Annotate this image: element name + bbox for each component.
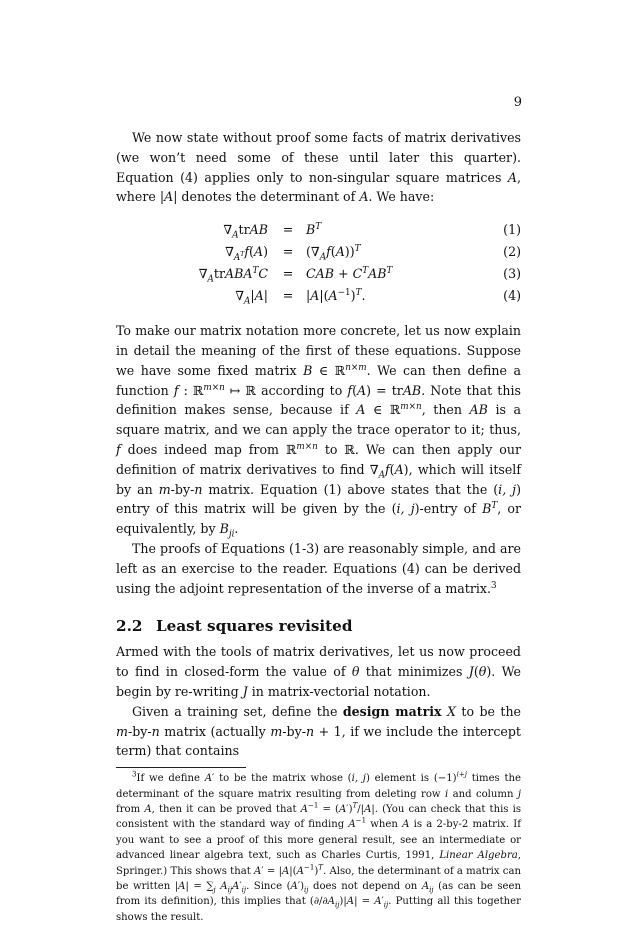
equation-relation: = — [282, 266, 294, 282]
equation-row — [116, 285, 521, 307]
equation-lhs: $\nabla_AtrAB$ — [223, 222, 268, 241]
equation-lhs: $\nabla_A|A|$ — [235, 288, 268, 307]
equation-number: (3) — [503, 266, 521, 282]
page-body — [116, 128, 521, 925]
section-heading — [116, 615, 521, 637]
equation-number: (1) — [503, 222, 521, 238]
paragraph-proofs: The proofs of Equations (1-3) are reasonably simple, and are left as an exercise to the reader. Equations (4) can be derived using the adjoint representation of the inverse of a matrix.$^3$ — [116, 540, 521, 596]
equation-row — [116, 263, 521, 285]
footnote-rule — [116, 767, 246, 768]
equation-rhs: $B^T$ — [306, 222, 322, 238]
equation-rhs: $|A|(A^{-1})^T$. — [306, 288, 366, 304]
footnote: $^3$If we define A′ to be the matrix whose (i, j) element is $(-1)^{i+j}$ times the determinant of the square matrix resulting from deleting row i and column j from A, then it can be proved that $A^{-1} = (A')^T/|A|$. (You can check that this is consistent with the standard way of finding $A^{-1}$ when A is a 2-by-2 matrix. If you want to see a proof of this more general result, see an intermediate or advanced linear algebra text, such as Charles Curtis, 1991, Linear Algebra, Springer.) This shows that $A' = |A|(A^{-1})^T$. Also, the determinant of a matrix can be written $|A| = \sum_j$ $A_{ij}A'_{ij}$. Since $(A')_{ij}$ does not depend on $A_{ij}$ (as can be seen from its definition), this implies that $(\partial/\partial A_{ij})|A| = A'_{ij}$. Putting all this together shows the result. — [116, 769, 522, 923]
paragraph-least-squares: Armed with the tools of matrix derivatives, let us now proceed to find in closed-form the value of θ that minimizes J(θ). We begin by re-writing J in matrix-vectorial notation. — [116, 644, 521, 699]
equation-block — [116, 219, 521, 307]
intro-paragraph: We now state without proof some facts of matrix derivatives (we won’t need some of these until later this quarter). Equation (4) applies only to non-singular square matrices A, where |A| denotes the determinant of A. We have: — [116, 130, 521, 205]
page-number: 9 — [513, 95, 522, 110]
section-title: Least squares revisited — [156, 617, 353, 636]
equation-relation: = — [282, 288, 294, 304]
equation-number: (4) — [503, 288, 521, 304]
equation-rhs: CAB + $C^TAB^T$ — [306, 266, 393, 282]
paragraph-matrix-notation: To make our matrix notation more concrete, let us now explain in detail the meaning of the first of these equations. Suppose we have some fixed matrix B ∈ ℝ$^{n\times m}$. We can then define a function f : ℝ$^{m\times n}$ ↦ ℝ according to f(A) = trAB. Note that this definition makes sense, because if A ∈ ℝ$^{m\times n}$, then AB is a square matrix, and we can apply the trace operator to it; thus, f does indeed map from ℝ$^{m\times n}$ to ℝ. We can then apply our definition of matrix derivatives to find $\nabla_Af(A)$, which will itself by an m-by-n matrix. Equation (1) above states that the (i, j) entry of this matrix will be given by the (i, j)-entry of $B^T$, or equivalently, by $B_{ji}$. — [116, 323, 521, 540]
section-number: 2.2 — [116, 617, 143, 636]
equation-row — [116, 241, 521, 263]
equation-lhs: $\nabla_AtrABA^TC$ — [198, 266, 268, 285]
paragraph-design-matrix: Given a training set, define the design matrix X to be the m-by-n matrix (actually m-by-n + 1, if we include the intercept term) that contains — [116, 703, 522, 759]
equation-lhs: $\nabla_{A^T}f(A)$ — [225, 244, 268, 263]
equation-row — [116, 219, 521, 241]
equation-relation: = — [282, 244, 294, 260]
equation-number: (2) — [503, 244, 521, 260]
equation-rhs: $(\nabla_Af(A))^T$ — [306, 244, 361, 263]
equation-relation: = — [282, 222, 294, 238]
